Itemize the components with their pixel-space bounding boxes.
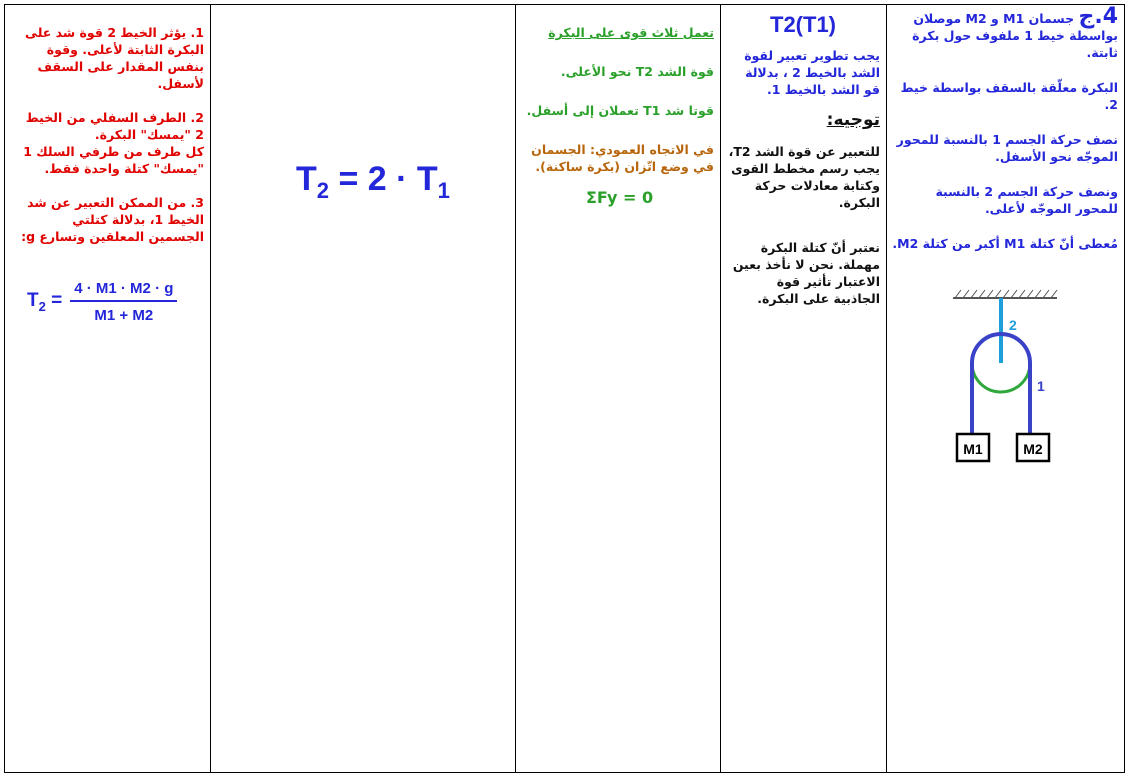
task-paragraph: البكرة معلّقة بالسقف بواسطة خيط 2.	[900, 80, 1118, 112]
goal-title: T2(T1)	[770, 12, 836, 37]
guidance-paragraph: للتعبير عن قوة الشد T2، يجب رسم مخطط القوى وكتابة معادلات حركة البكرة.	[728, 144, 880, 210]
equilibrium-note: في الاتجاه العمودي: الجسمان في وضع اتّزان (بكرة ساكنة).	[531, 142, 714, 174]
goal-paragraph: يجب تطوير تعبير لقوة الشد بالخيط 2 ، بدلالة قو الشد بالخيط 1.	[744, 48, 880, 97]
forces-column	[522, 8, 714, 206]
fraction-numerator: 4 · M1 · M2 · g	[70, 280, 177, 302]
note-3: 3. من الممكن التعبير عن شد الخيط 1، بدلالة كتلتي الجسمين المعلقين وتسارع g:	[21, 195, 204, 244]
force-t2: قوة الشد T2 نحو الأعلى.	[560, 64, 714, 79]
notes-column	[16, 8, 204, 245]
mass-1-label: M1	[963, 441, 983, 457]
task-paragraph: مُعطى أنّ كتلة M1 أكبر من كتلة M2.	[892, 236, 1118, 251]
task-column	[892, 4, 1118, 252]
string-1-label: 1	[1037, 378, 1045, 394]
string-2-label: 2	[1009, 317, 1017, 333]
fraction-denominator: M1 + M2	[94, 307, 154, 324]
column-divider	[210, 4, 211, 773]
note-1: 1. يؤثر الخيط 2 قوة شد على البكرة الثابتة لأعلى. وقوة بنفس المقدار على السقف لأسفل.	[25, 25, 204, 91]
note-2a: 2. الطرف السفلي من الخيط 2 "يمسك" البكرة.	[25, 110, 204, 142]
ceiling-hatching	[955, 290, 1057, 298]
mass-2-label: M2	[1023, 441, 1043, 457]
task-paragraph: ونصف حركة الجسم 2 بالنسبة للمحور الموجّه لأعلى.	[935, 184, 1118, 216]
column-divider	[886, 4, 887, 773]
pulley-diagram	[945, 288, 1065, 468]
goal-column	[726, 8, 880, 307]
note-2b: كل طرف من طرفي السلك 1 "يمسك" كتلة واحدة فقط.	[23, 144, 204, 176]
tension-formula: $T_2$ = $\frac{4 \cdot M1 \cdot M2 \cdot g}{M1 + M2}$	[27, 280, 177, 324]
column-divider	[515, 4, 516, 773]
task-number: 4.ج	[1078, 4, 1118, 29]
task-paragraph: نصف حركة الجسم 1 بالنسبة للمحور الموجّه نحو الأسفل.	[896, 132, 1118, 164]
sum-forces: ΣFy = 0	[586, 188, 654, 207]
column-divider	[720, 4, 721, 773]
task-intro: 4.ج جسمان M1 و M2 موصلان بواسطة خيط 1 ملفوف حول بكرة ثابتة.	[912, 4, 1118, 60]
guidance-paragraph: نعتبر أنّ كتلة البكرة مهملة. نحن لا نأخذ بعين الاعتبار تأثير قوة الجاذبية على البكرة.	[732, 240, 880, 306]
forces-title: تعمل ثلاث قوى على البكرة	[548, 25, 714, 40]
force-t1: قوتا شد T1 تعملان إلى أسفل.	[526, 103, 714, 118]
guidance-heading: توجيه:	[826, 110, 880, 130]
result-formula: $T_2 = 2 \cdot T_1$	[296, 160, 450, 203]
